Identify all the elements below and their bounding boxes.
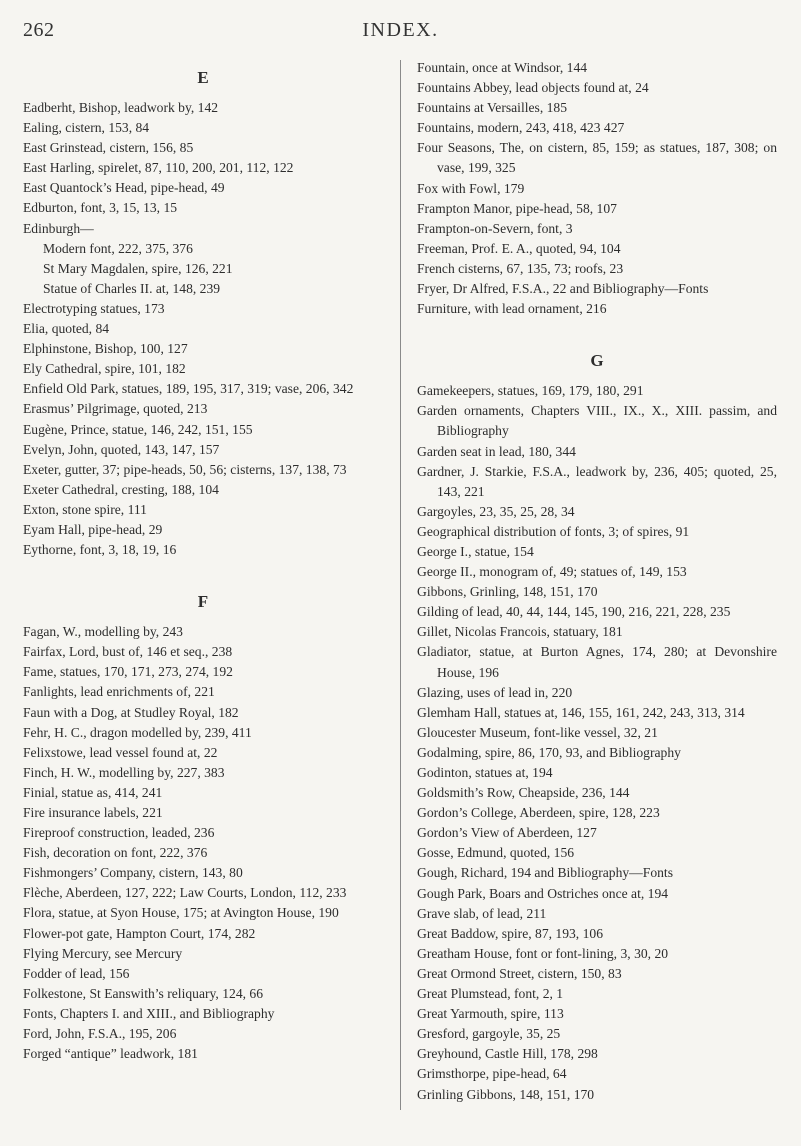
index-entry: Fox with Fowl, 179	[417, 180, 525, 196]
index-entry: Faun with a Dog, at Studley Royal, 182	[23, 704, 239, 720]
index-entry: East Grinstead, cistern, 156, 85	[23, 140, 194, 156]
index-entry: Exeter, gutter, 37; pipe-heads, 50, 56; cisterns, 137, 138, 73	[23, 461, 347, 477]
index-entry: Gilding of lead, 40, 44, 144, 145, 190, 216, 221, 228, 235	[417, 604, 731, 620]
index-entry: Exton, stone spire, 111	[23, 501, 147, 517]
index-entry: Gladiator, statue, at Burton Agnes, 174, 280; at Devonshire House, 196	[417, 644, 777, 680]
index-entry: Gargoyles, 23, 35, 25, 28, 34	[417, 503, 575, 519]
index-entry: Electrotyping statues, 173	[23, 300, 165, 316]
index-entry: Forged “antique” leadwork, 181	[23, 1046, 198, 1062]
index-entry: Greatham House, font or font-lining, 3, 30, 20	[417, 945, 669, 961]
index-entry: Gough Park, Boars and Ostriches once at, 194	[417, 885, 669, 901]
entries-f	[23, 622, 383, 1064]
left-column	[23, 58, 383, 1064]
index-entry: Goldsmith’s Row, Cheapside, 236, 144	[417, 785, 630, 801]
index-entry: Fodder of lead, 156	[23, 965, 130, 981]
index-entry: Fehr, H. C., dragon modelled by, 239, 411	[23, 724, 252, 740]
section-letter-e: E	[197, 68, 209, 87]
index-entry: Gough, Richard, 194 and Bibliography—Fonts	[417, 865, 673, 881]
index-entry: Felixstowe, lead vessel found at, 22	[23, 744, 218, 760]
index-entry: Fanlights, lead enrichments of, 221	[23, 684, 215, 700]
index-entry: Fairfax, Lord, bust of, 146 et seq., 238	[23, 644, 233, 660]
index-entry: Flora, statue, at Syon House, 175; at Avington House, 190	[23, 905, 339, 921]
index-entry: East Quantock’s Head, pipe-head, 49	[23, 180, 225, 196]
index-entry: Freeman, Prof. E. A., quoted, 94, 104	[417, 240, 621, 256]
running-head: INDEX.	[362, 19, 439, 41]
entries-e-continued	[23, 299, 383, 560]
index-entry: Flèche, Aberdeen, 127, 222; Law Courts, London, 112, 233	[23, 885, 347, 901]
index-entry: Gresford, gargoyle, 35, 25	[417, 1026, 561, 1042]
index-entry: Garden ornaments, Chapters VIII., IX., X., XIII. passim, and Bibliography	[417, 403, 777, 439]
index-entry: Gordon’s View of Aberdeen, 127	[417, 825, 597, 841]
index-entry: Eadberht, Bishop, leadwork by, 142	[23, 100, 219, 115]
index-entry: Finch, H. W., modelling by, 227, 383	[23, 764, 225, 780]
index-entry: Exeter Cathedral, cresting, 188, 104	[23, 481, 219, 497]
index-entry: Erasmus’ Pilgrimage, quoted, 213	[23, 401, 208, 417]
index-entry: Gordon’s College, Aberdeen, spire, 128, 223	[417, 805, 660, 821]
index-entry: Great Yarmouth, spire, 113	[417, 1006, 564, 1022]
index-entry: Grimsthorpe, pipe-head, 64	[417, 1066, 567, 1082]
index-entry: Folkestone, St Eanswith’s reliquary, 124, 66	[23, 985, 264, 1001]
index-entry: Eyam Hall, pipe-head, 29	[23, 521, 163, 537]
index-entry: George I., statue, 154	[417, 543, 534, 559]
index-entry: Fountain, once at Windsor, 144	[417, 60, 588, 75]
index-entry: Ely Cathedral, spire, 101, 182	[23, 361, 186, 377]
index-entry: Modern font, 222, 375, 376	[43, 240, 193, 256]
index-entry: Gardner, J. Starkie, F.S.A., leadwork by, 236, 405; quoted, 25, 143, 221	[417, 463, 777, 499]
index-entry: Four Seasons, The, on cistern, 85, 159; as statues, 187, 308; on vase, 199, 325	[417, 140, 777, 176]
index-entry: Eythorne, font, 3, 18, 19, 16	[23, 542, 177, 558]
index-entry: Geographical distribution of fonts, 3; of spires, 91	[417, 523, 690, 539]
index-entry: Eugène, Prince, statue, 146, 242, 151, 155	[23, 421, 253, 437]
index-entry: Gloucester Museum, font-like vessel, 32, 21	[417, 724, 658, 740]
index-entry: Greyhound, Castle Hill, 178, 298	[417, 1046, 598, 1062]
index-entry: Finial, statue as, 414, 241	[23, 784, 163, 800]
index-entry: Fonts, Chapters I. and XIII., and Bibliography	[23, 1005, 275, 1021]
index-entry: Gillet, Nicolas Francois, statuary, 181	[417, 624, 623, 640]
index-entry: Great Plumstead, font, 2, 1	[417, 986, 564, 1002]
index-entry: Fire insurance labels, 221	[23, 805, 163, 820]
index-entry: George II., monogram of, 49; statues of, 149, 153	[417, 564, 687, 580]
index-entry: Fame, statues, 170, 171, 273, 274, 192	[23, 664, 233, 680]
index-entry: Flower-pot gate, Hampton Court, 174, 282	[23, 925, 256, 941]
index-entry: Elia, quoted, 84	[23, 321, 110, 337]
index-entry: Grinling Gibbons, 148, 151, 170	[417, 1086, 595, 1102]
index-entry: Edinburgh—	[23, 220, 94, 236]
index-entry: Godinton, statues at, 194	[417, 765, 553, 780]
index-entry: Frampton Manor, pipe-head, 58, 107	[417, 200, 617, 216]
index-entry: Fagan, W., modelling by, 243	[23, 624, 183, 640]
index-entry: Ealing, cistern, 153, 84	[23, 120, 150, 136]
index-entry: Flying Mercury, see Mercury	[23, 945, 183, 961]
index-entry: Fish, decoration on font, 222, 376	[23, 845, 208, 861]
index-entry: Fishmongers’ Company, cistern, 143, 80	[23, 865, 243, 881]
index-entry: Enfield Old Park, statues, 189, 195, 317, 319; vase, 206, 342	[23, 381, 354, 397]
index-entry: East Harling, spirelet, 87, 110, 200, 201, 112, 122	[23, 160, 294, 176]
index-entry: Gamekeepers, statues, 169, 179, 180, 291	[417, 383, 644, 399]
index-entry: Statue of Charles II. at, 148, 239	[43, 280, 221, 296]
index-entry: St Mary Magdalen, spire, 126, 221	[43, 260, 233, 276]
index-entry: Edburton, font, 3, 15, 13, 15	[23, 200, 178, 216]
index-entry: Evelyn, John, quoted, 143, 147, 157	[23, 441, 220, 457]
index-entry: Fountains Abbey, lead objects found at, 24	[417, 80, 649, 96]
right-column	[417, 58, 777, 1105]
index-entry: Fireproof construction, leaded, 236	[23, 825, 215, 841]
entries-g	[417, 381, 777, 1104]
entries-edinburgh	[23, 239, 383, 299]
section-letter-g: G	[590, 351, 604, 371]
index-entry: French cisterns, 67, 135, 73; roofs, 23	[417, 260, 624, 276]
entries-f-continued	[417, 58, 777, 319]
index-entry: Ford, John, F.S.A., 195, 206	[23, 1026, 177, 1042]
index-entry: Fryer, Dr Alfred, F.S.A., 22 and Bibliography—Fonts	[417, 281, 709, 297]
index-entry: Glemham Hall, statues at, 146, 155, 161, 242, 243, 313, 314	[417, 704, 745, 720]
index-entry: Great Baddow, spire, 87, 193, 106	[417, 925, 603, 941]
index-entry: Gibbons, Grinling, 148, 151, 170	[417, 584, 598, 600]
index-entry: Great Ormond Street, cistern, 150, 83	[417, 965, 622, 981]
index-entry: Glazing, uses of lead in, 220	[417, 684, 573, 700]
index-entry: Grave slab, of lead, 211	[417, 905, 547, 921]
index-entry: Garden seat in lead, 180, 344	[417, 443, 576, 459]
index-entry: Fountains, modern, 243, 418, 423 427	[417, 120, 625, 136]
index-entry: Gosse, Edmund, quoted, 156	[417, 845, 575, 861]
index-entry: Frampton-on-Severn, font, 3	[417, 220, 573, 236]
index-entry: Godalming, spire, 86, 170, 93, and Bibliography	[417, 744, 681, 760]
index-entry: Elphinstone, Bishop, 100, 127	[23, 341, 188, 357]
page-number: 262	[23, 19, 55, 41]
column-divider	[400, 60, 401, 1110]
entries-e	[23, 98, 383, 239]
index-entry: Fountains at Versailles, 185	[417, 100, 568, 116]
section-letter-f: F	[197, 592, 209, 612]
index-entry: Furniture, with lead ornament, 216	[417, 301, 607, 317]
